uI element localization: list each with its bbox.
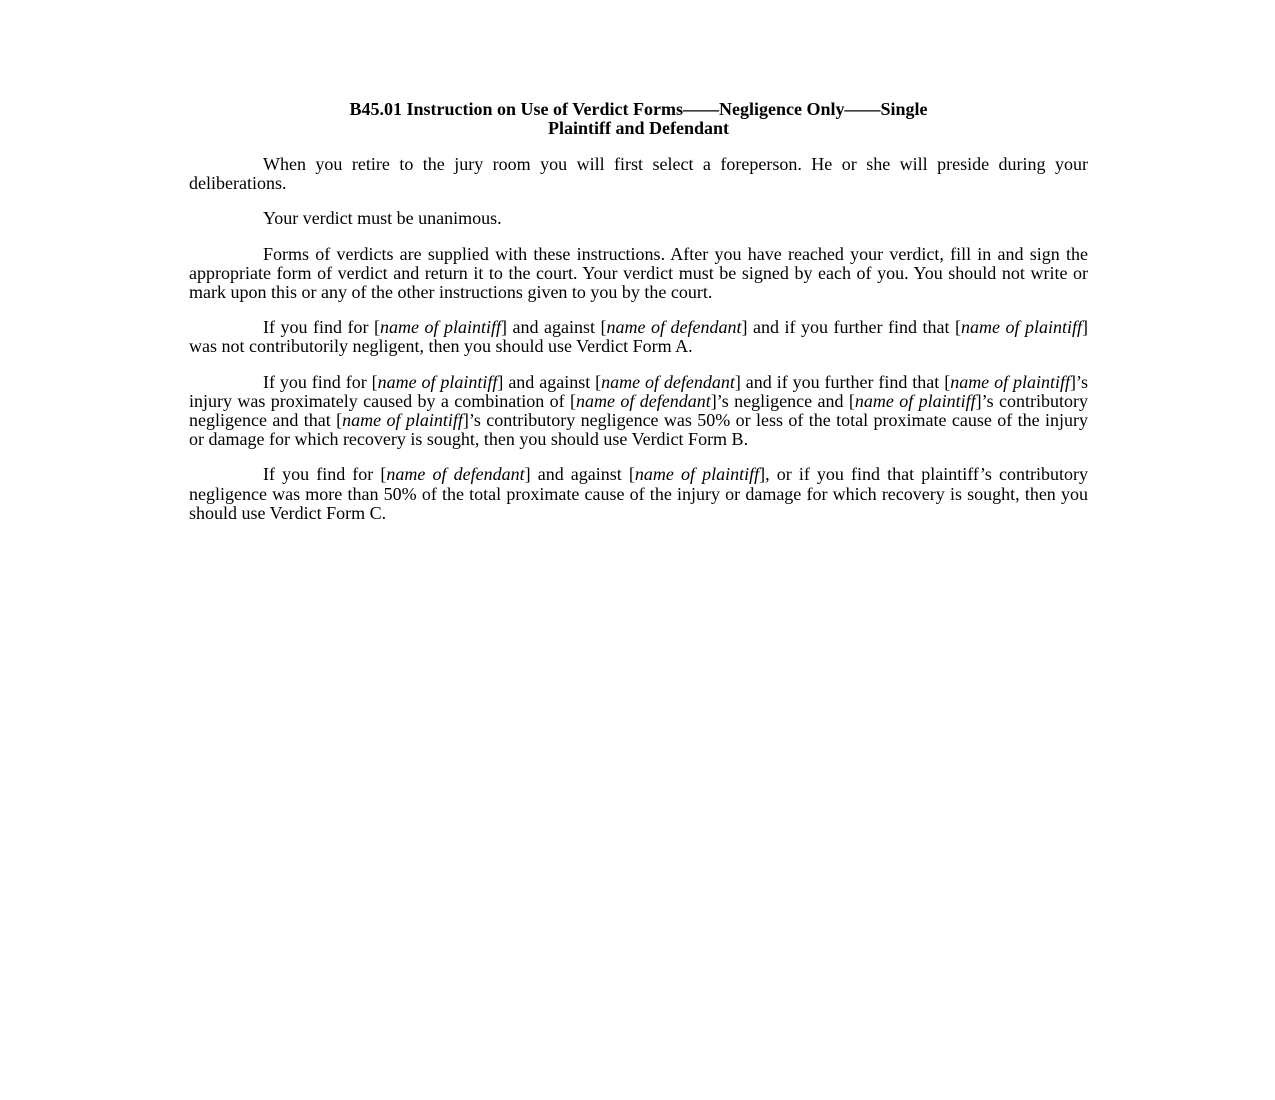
text-run: ] was not contributorily negligent, then you should use Verdict Form A.	[189, 317, 1088, 357]
text-run: ]’s contributory negligence was 50% or less of the total proximate cause of the injury or damage for which recovery is sought, then you should use Verdict Form B.	[189, 410, 1089, 450]
text-run: ]’s negligence and [	[710, 390, 855, 411]
placeholder-plaintiff: name of plaintiff	[950, 371, 1070, 392]
placeholder-plaintiff: name of plaintiff	[380, 317, 502, 338]
placeholder-plaintiff: name of plaintiff	[342, 410, 463, 431]
text-run: ] and against [	[501, 317, 607, 338]
placeholder-plaintiff: name of plaintiff	[634, 464, 760, 485]
placeholder-defendant: name of defendant	[601, 371, 735, 392]
paragraph-unanimous: Your verdict must be unanimous.	[263, 208, 502, 229]
text-run: ]’s contributory negligence and that [	[189, 390, 1088, 431]
text-run: ] and against [	[497, 371, 602, 392]
text-run: If you find for [	[263, 371, 378, 392]
document-title	[189, 100, 1088, 138]
text-run: ], or if you find that plaintiff’s contributory negligence was more than 50% of the total proximate cause of the injury or damage for which recovery is sought, then you should use Verdict Form C.	[189, 464, 1088, 523]
title-line-2: Plaintiff and Defendant	[547, 118, 729, 138]
paragraph-verdict-form-c	[189, 465, 1088, 523]
paragraph-verdict-forms: Forms of verdicts are supplied with these instructions. After you have reached your verdict, fill in and sign the appropriate form of verdict and return it to the court. Your verdict must be signed by each of you. You should not write or mark upon this or any of the other instructions given to you by the court.	[189, 243, 1088, 303]
text-run: If you find for [	[263, 464, 387, 485]
text-run: ] and if you further find that [	[734, 371, 951, 392]
text-run: If you find for [	[263, 317, 380, 338]
document-body	[189, 100, 1088, 539]
placeholder-plaintiff: name of plaintiff	[854, 390, 976, 411]
placeholder-defendant: name of defendant	[386, 464, 525, 485]
text-run: ] and if you further find that [	[741, 317, 961, 338]
paragraph-verdict-form-b	[189, 373, 1088, 450]
text-run: ] and against [	[524, 464, 635, 485]
title-line-1: B45.01 Instruction on Use of Verdict Forms——Negligence Only——Single	[349, 99, 928, 119]
text-run: ]’s injury was proximately caused by a combination of [	[189, 371, 1088, 411]
paragraph-verdict-form-a	[189, 318, 1088, 356]
placeholder-plaintiff: name of plaintiff	[960, 317, 1082, 338]
placeholder-plaintiff: name of plaintiff	[377, 371, 498, 392]
paragraph-foreperson: When you retire to the jury room you will first select a foreperson. He or she will preside during your deliberations.	[189, 154, 1088, 194]
placeholder-defendant: name of defendant	[575, 390, 711, 411]
placeholder-defendant: name of defendant	[606, 317, 742, 338]
